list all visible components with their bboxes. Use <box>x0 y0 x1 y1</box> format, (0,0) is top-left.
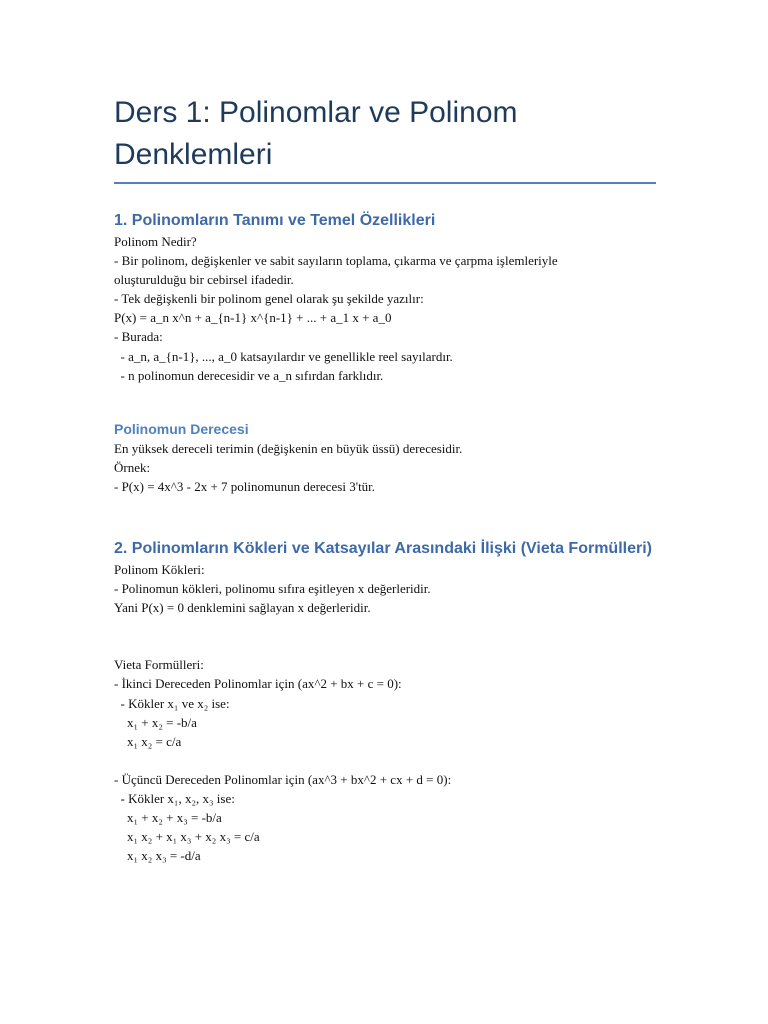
formula-line: x₁ + x₂ = -b/a <box>114 714 197 730</box>
spacer <box>114 636 656 655</box>
text-line: - Tek değişkenli bir polinom genel olarak şu şekilde yazılır: <box>114 291 424 307</box>
subsection-1-body <box>114 439 656 496</box>
text-line: Polinom Nedir? <box>114 234 197 249</box>
text-line: Yani P(x) = 0 denklemini sağlayan x değerleridir. <box>114 600 371 616</box>
spacer <box>114 751 656 770</box>
text-line: - Burada: <box>114 329 163 345</box>
document-page <box>114 92 656 865</box>
subsection-1-heading: Polinomun Derecesi <box>114 420 249 437</box>
document-title: Ders 1: Polinomlar ve Polinom Denklemleri <box>114 92 656 184</box>
text-line: - Kökler x₁, x₂, x₃ ise: <box>114 790 235 806</box>
text-line: En yüksek dereceli terimin (değişkenin en büyük üssü) derecesidir. <box>114 440 463 456</box>
text-line: - Bir polinom, değişkenler ve sabit sayıların toplama, çıkarma ve çarpma işlemleriyle <box>114 253 558 269</box>
text-line: - İkinci Dereceden Polinomlar için (ax^2 + bx + c = 0): <box>114 676 402 692</box>
section-1-body <box>114 232 656 385</box>
formula-line: x₁ x₂ x₃ = -d/a <box>114 848 201 864</box>
spacer <box>114 617 656 636</box>
formula-line: x₁ + x₂ + x₃ = -b/a <box>114 809 222 825</box>
text-line: - Polinomun kökleri, polinomu sıfıra eşitleyen x değerleridir. <box>114 581 431 597</box>
text-line: - a_n, a_{n-1}, ..., a_0 katsayılardır ve genellikle reel sayılardır. <box>114 348 453 364</box>
formula-line: P(x) = a_n x^n + a_{n-1} x^{n-1} + ... + a_1 x + a_0 <box>114 310 392 326</box>
text-line: - Üçüncü Dereceden Polinomlar için (ax^3 + bx^2 + cx + d = 0): <box>114 771 452 787</box>
section-1-heading: 1. Polinomların Tanımı ve Temel Özellikleri <box>114 212 436 229</box>
text-line: oluşturulduğu bir cebirsel ifadedir. <box>114 272 294 288</box>
text-line: - Kökler x₁ ve x₂ ise: <box>114 695 230 711</box>
text-line: - P(x) = 4x^3 - 2x + 7 polinomunun derecesi 3'tür. <box>114 478 376 494</box>
formula-line: x₁ x₂ = c/a <box>114 733 182 749</box>
text-line: Polinom Kökleri: <box>114 562 205 578</box>
section-2-heading: 2. Polinomların Kökleri ve Katsayılar Arasındaki İlişki (Vieta Formülleri) <box>114 540 652 558</box>
text-line: - n polinomun derecesidir ve a_n sıfırdan farklıdır. <box>114 367 384 383</box>
section-2-body <box>114 560 656 865</box>
text-line: Örnek: <box>114 459 151 475</box>
text-line: Vieta Formülleri: <box>114 657 204 673</box>
formula-line: x₁ x₂ + x₁ x₃ + x₂ x₃ = c/a <box>114 829 260 845</box>
